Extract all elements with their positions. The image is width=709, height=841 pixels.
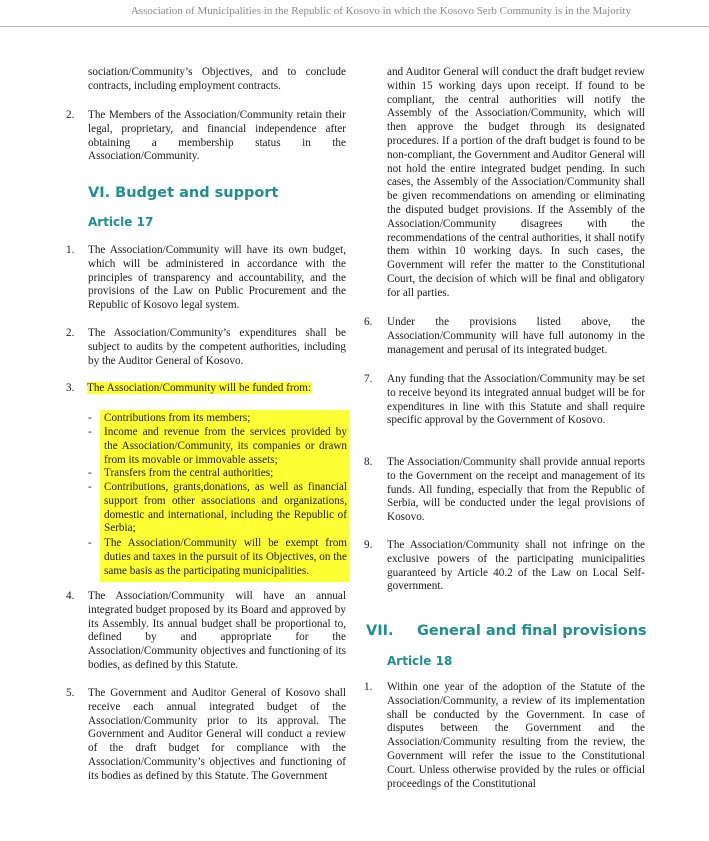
item-2-number: 2. (66, 109, 75, 121)
right-continuation-text: and Auditor General will conduct the draft budget review within 15 working days upon receipt. If found to be compliant, the central authorities will notify the Assembly of the Association/Community, which will then approve the budget through its designated procedures. If a portion of the draft budget is found to be non-compliant, the Government and Auditor General will not hold the entire integrated budget pending. In such cases, the Assembly of the Association/Community shall be given recommendations on amending or eliminating the disputed budget provisions. If the Assembly of the Association/Community disagrees with the recommendations of the central authorities, it shall notify them within 10 working days. In such cases, the Government will refer the matter to the Constitutional Court, the decision of which will be final and obligatory for all parties. (387, 66, 645, 299)
section-vii-heading: General and final provisions (417, 623, 647, 639)
a17-4-text: The Association/Community will have an annual integrated budget proposed by its Board and approved by its Assembly. Its annual budget shall be proportional to, defined by and appropriate for the Association/Community objectives and functioning of its bodies, as defined by this Statute. (88, 590, 346, 671)
a17-6-text: Under the provisions listed above, the Association/Community will have full autonomy in the management and perusal of its integrated budget. (387, 316, 645, 356)
article-17-heading: Article 17 (88, 215, 154, 229)
section-vii-number: VII. (366, 623, 394, 639)
a17-1-text: The Association/Community will have its own budget, which will be administered in accordance with the principles of transparency and accountability, and the provisions of the Law on Public Procurement and the Republic of Kosovo legal system. (88, 244, 346, 312)
left-continuation-text: sociation/Community’s Objectives, and to conclude contracts, including employment contracts. (88, 66, 346, 92)
a17-2-text: The Association/Community’s expenditures shall be subject to audits by the competent authorities, including by the Auditor General of Kosovo. (88, 327, 346, 367)
a18-1-text: Within one year of the adoption of the Statute of the Association/Community, a review of its implementation shall be conducted by the Government. In case of disputes between the Government and the Association/Community resulting from the review, the Government will refer the issue to the Constitutional Court. Unless otherwise provided by the rules or official proceedings of the Constitutional (387, 681, 645, 790)
a17-5-number: 5. (66, 687, 75, 699)
a17-8-number: 8. (364, 456, 373, 468)
a17-7-text: Any funding that the Association/Community may be set to receive beyond its integrated annual budget will be for expenditures in line with this Statute and shall require specific approval by the Government of Kosovo. (387, 373, 645, 427)
bullet-dash: - (88, 481, 92, 493)
section-vi-heading: VI. Budget and support (88, 185, 279, 201)
a17-3-number: 3. (66, 382, 75, 394)
funding-item-4: Contributions, grants,donations, as well as financial support from other associations and organizations, domestic and international, including the Republic of Serbia; (104, 481, 347, 535)
a17-4-number: 4. (66, 590, 75, 602)
a17-2-number: 2. (66, 327, 75, 339)
a17-6-number: 6. (364, 316, 373, 328)
a17-3-text (87, 382, 346, 396)
a17-3-highlight: The Association/Community will be funded from: (87, 382, 312, 394)
bullet-dash: - (88, 412, 92, 424)
funding-item-3: Transfers from the central authorities; (104, 467, 274, 479)
bullet-dash: - (88, 467, 92, 479)
a17-5-text: The Government and Auditor General of Kosovo shall receive each annual integrated budget of the Association/Community prior to its approval. The Government and Auditor General will conduct a review of the draft budget for compliance with the Association/Community’s objectives and functioning of its bodies as defined by this Statute. The Government (88, 687, 346, 782)
a18-1-number: 1. (364, 681, 373, 693)
bullet-dash: - (88, 426, 92, 438)
a17-8-text: The Association/Community shall provide annual reports to the Government on the receipt and management of its funds. All funding, especially that from the Republic of Serbia, will be conducted under the legal provisions of Kosovo. (387, 456, 645, 524)
a17-7-number: 7. (364, 373, 373, 385)
a17-9-number: 9. (364, 539, 373, 551)
funding-item-1: Contributions from its members; (104, 412, 251, 424)
a17-9-text: The Association/Community shall not infringe on the exclusive powers of the participating municipalities guaranteed by Article 40.2 of the Law on Local Self-government. (387, 539, 645, 593)
funding-item-5: The Association/Community will be exempt from duties and taxes in the pursuit of its Objectives, on the same basis as the participating municipalities. (104, 537, 347, 577)
a17-1-number: 1. (66, 244, 75, 256)
running-header: Association of Municipalities in the Republic of Kosovo in which the Kosovo Serb Community is in the Majority (130, 5, 631, 17)
article-18-heading: Article 18 (387, 654, 453, 668)
bullet-dash: - (88, 537, 92, 549)
header-rule (0, 26, 709, 27)
funding-item-2: Income and revenue from the services provided by the Association/Community, its companies or drawn from its movable or immovable assets; (104, 426, 347, 466)
item-2-text: The Members of the Association/Community retain their legal, proprietary, and financial independence after obtaining a membership status in the Association/Community. (88, 109, 346, 163)
